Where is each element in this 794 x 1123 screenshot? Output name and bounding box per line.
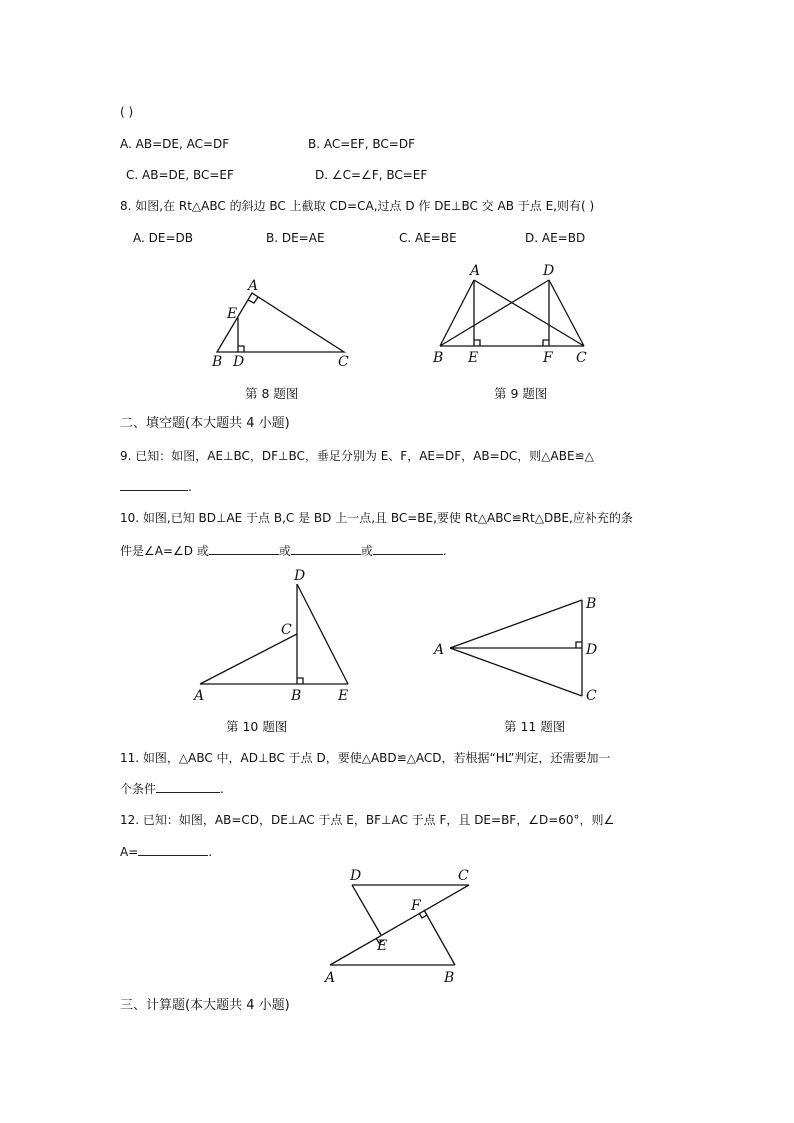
fig8-label-d: D bbox=[233, 354, 245, 370]
q11-answer-blank[interactable] bbox=[156, 780, 220, 793]
fig9-label-f: F bbox=[543, 350, 553, 366]
section-2-heading: 二、填空题(本大题共 4 小题) bbox=[120, 416, 290, 431]
fig11-label-d: D bbox=[586, 642, 598, 658]
fig12-label-d: D bbox=[350, 868, 362, 884]
q9-line2: . bbox=[120, 478, 192, 495]
fig11-label-a: A bbox=[434, 642, 445, 658]
fig12-label-f: F bbox=[411, 898, 421, 914]
fig8-label-c: C bbox=[338, 354, 349, 370]
q7-option-d: D. ∠C=∠F, BC=EF bbox=[315, 168, 428, 182]
fig9-label-d: D bbox=[543, 263, 555, 279]
fig11-label-b: B bbox=[586, 596, 597, 612]
q10-line2: 件是∠A=∠D 或 或 或 . bbox=[120, 544, 447, 558]
q9-line1: 9. 已知：如图，AE⊥BC，DF⊥BC，垂足分别为 E、F，AE=DF，AB=DC，则△ABE≌△ bbox=[120, 449, 594, 463]
fig10-label-b: B bbox=[291, 688, 302, 704]
fig12-label-a: A bbox=[325, 970, 336, 986]
fig9-label-a: A bbox=[470, 263, 481, 279]
q10-answer-blank-2[interactable] bbox=[291, 542, 361, 555]
q12-line1: 12. 已知：如图，AB=CD，DE⊥AC 于点 E，BF⊥AC 于点 F，且 DE=BF，∠D=60°，则∠ bbox=[120, 813, 615, 827]
fig11-label-c: C bbox=[586, 688, 597, 704]
q8-stem: 8. 如图,在 Rt△ABC 的斜边 BC 上截取 CD=CA,过点 D 作 DE⊥BC 交 AB 于点 E,则有( ) bbox=[120, 199, 595, 213]
q7-option-b: B. AC=EF, BC=DF bbox=[308, 137, 416, 151]
section-3-heading: 三、计算题(本大题共 4 小题) bbox=[120, 998, 290, 1013]
fig8-label-b: B bbox=[212, 354, 223, 370]
q12-answer-blank[interactable] bbox=[138, 843, 208, 856]
fig8-label-a: A bbox=[248, 278, 259, 294]
fig12-label-e: E bbox=[377, 938, 388, 954]
q7-option-a: A. AB=DE, AC=DF bbox=[120, 137, 230, 151]
fig10-label-d: D bbox=[294, 568, 306, 584]
q10-answer-blank-1[interactable] bbox=[209, 542, 279, 555]
q7-option-c: C. AB=DE, BC=EF bbox=[126, 168, 234, 182]
fig9-caption: 第 9 题图 bbox=[494, 386, 548, 401]
fig11-caption: 第 11 题图 bbox=[504, 719, 566, 734]
fig10-label-e: E bbox=[338, 688, 349, 704]
fig10-label-c: C bbox=[281, 622, 292, 638]
fig10-label-a: A bbox=[194, 688, 205, 704]
fig8-label-e: E bbox=[227, 306, 238, 322]
fig9-label-b: B bbox=[433, 350, 444, 366]
q11-line1: 11. 如图，△ABC 中，AD⊥BC 于点 D，要使△ABD≌△ACD，若根据“HL”判定，还需要加一 bbox=[120, 751, 611, 765]
q8-option-b: B. DE=AE bbox=[266, 231, 325, 245]
q10-line1: 10. 如图,已知 BD⊥AE 于点 B,C 是 BD 上一点,且 BC=BE,要使 Rt△ABC≌Rt△DBE,应补充的条 bbox=[120, 511, 633, 525]
q8-option-a: A. DE=DB bbox=[133, 231, 193, 245]
fig12-label-b: B bbox=[444, 970, 455, 986]
q8-option-c: C. AE=BE bbox=[399, 231, 457, 245]
fig9-label-c: C bbox=[576, 350, 587, 366]
q10-answer-blank-3[interactable] bbox=[373, 542, 443, 555]
q12-line2: A= . bbox=[120, 845, 213, 859]
fig10-caption: 第 10 题图 bbox=[226, 719, 288, 734]
q7-paren: ( ) bbox=[120, 105, 134, 119]
fig9-label-e: E bbox=[468, 350, 479, 366]
q11-line2: 个条件 . bbox=[120, 782, 224, 796]
fig12-label-c: C bbox=[458, 868, 469, 884]
q8-option-d: D. AE=BD bbox=[525, 231, 586, 245]
q9-answer-blank[interactable] bbox=[120, 478, 188, 491]
fig8-caption: 第 8 题图 bbox=[245, 386, 299, 401]
